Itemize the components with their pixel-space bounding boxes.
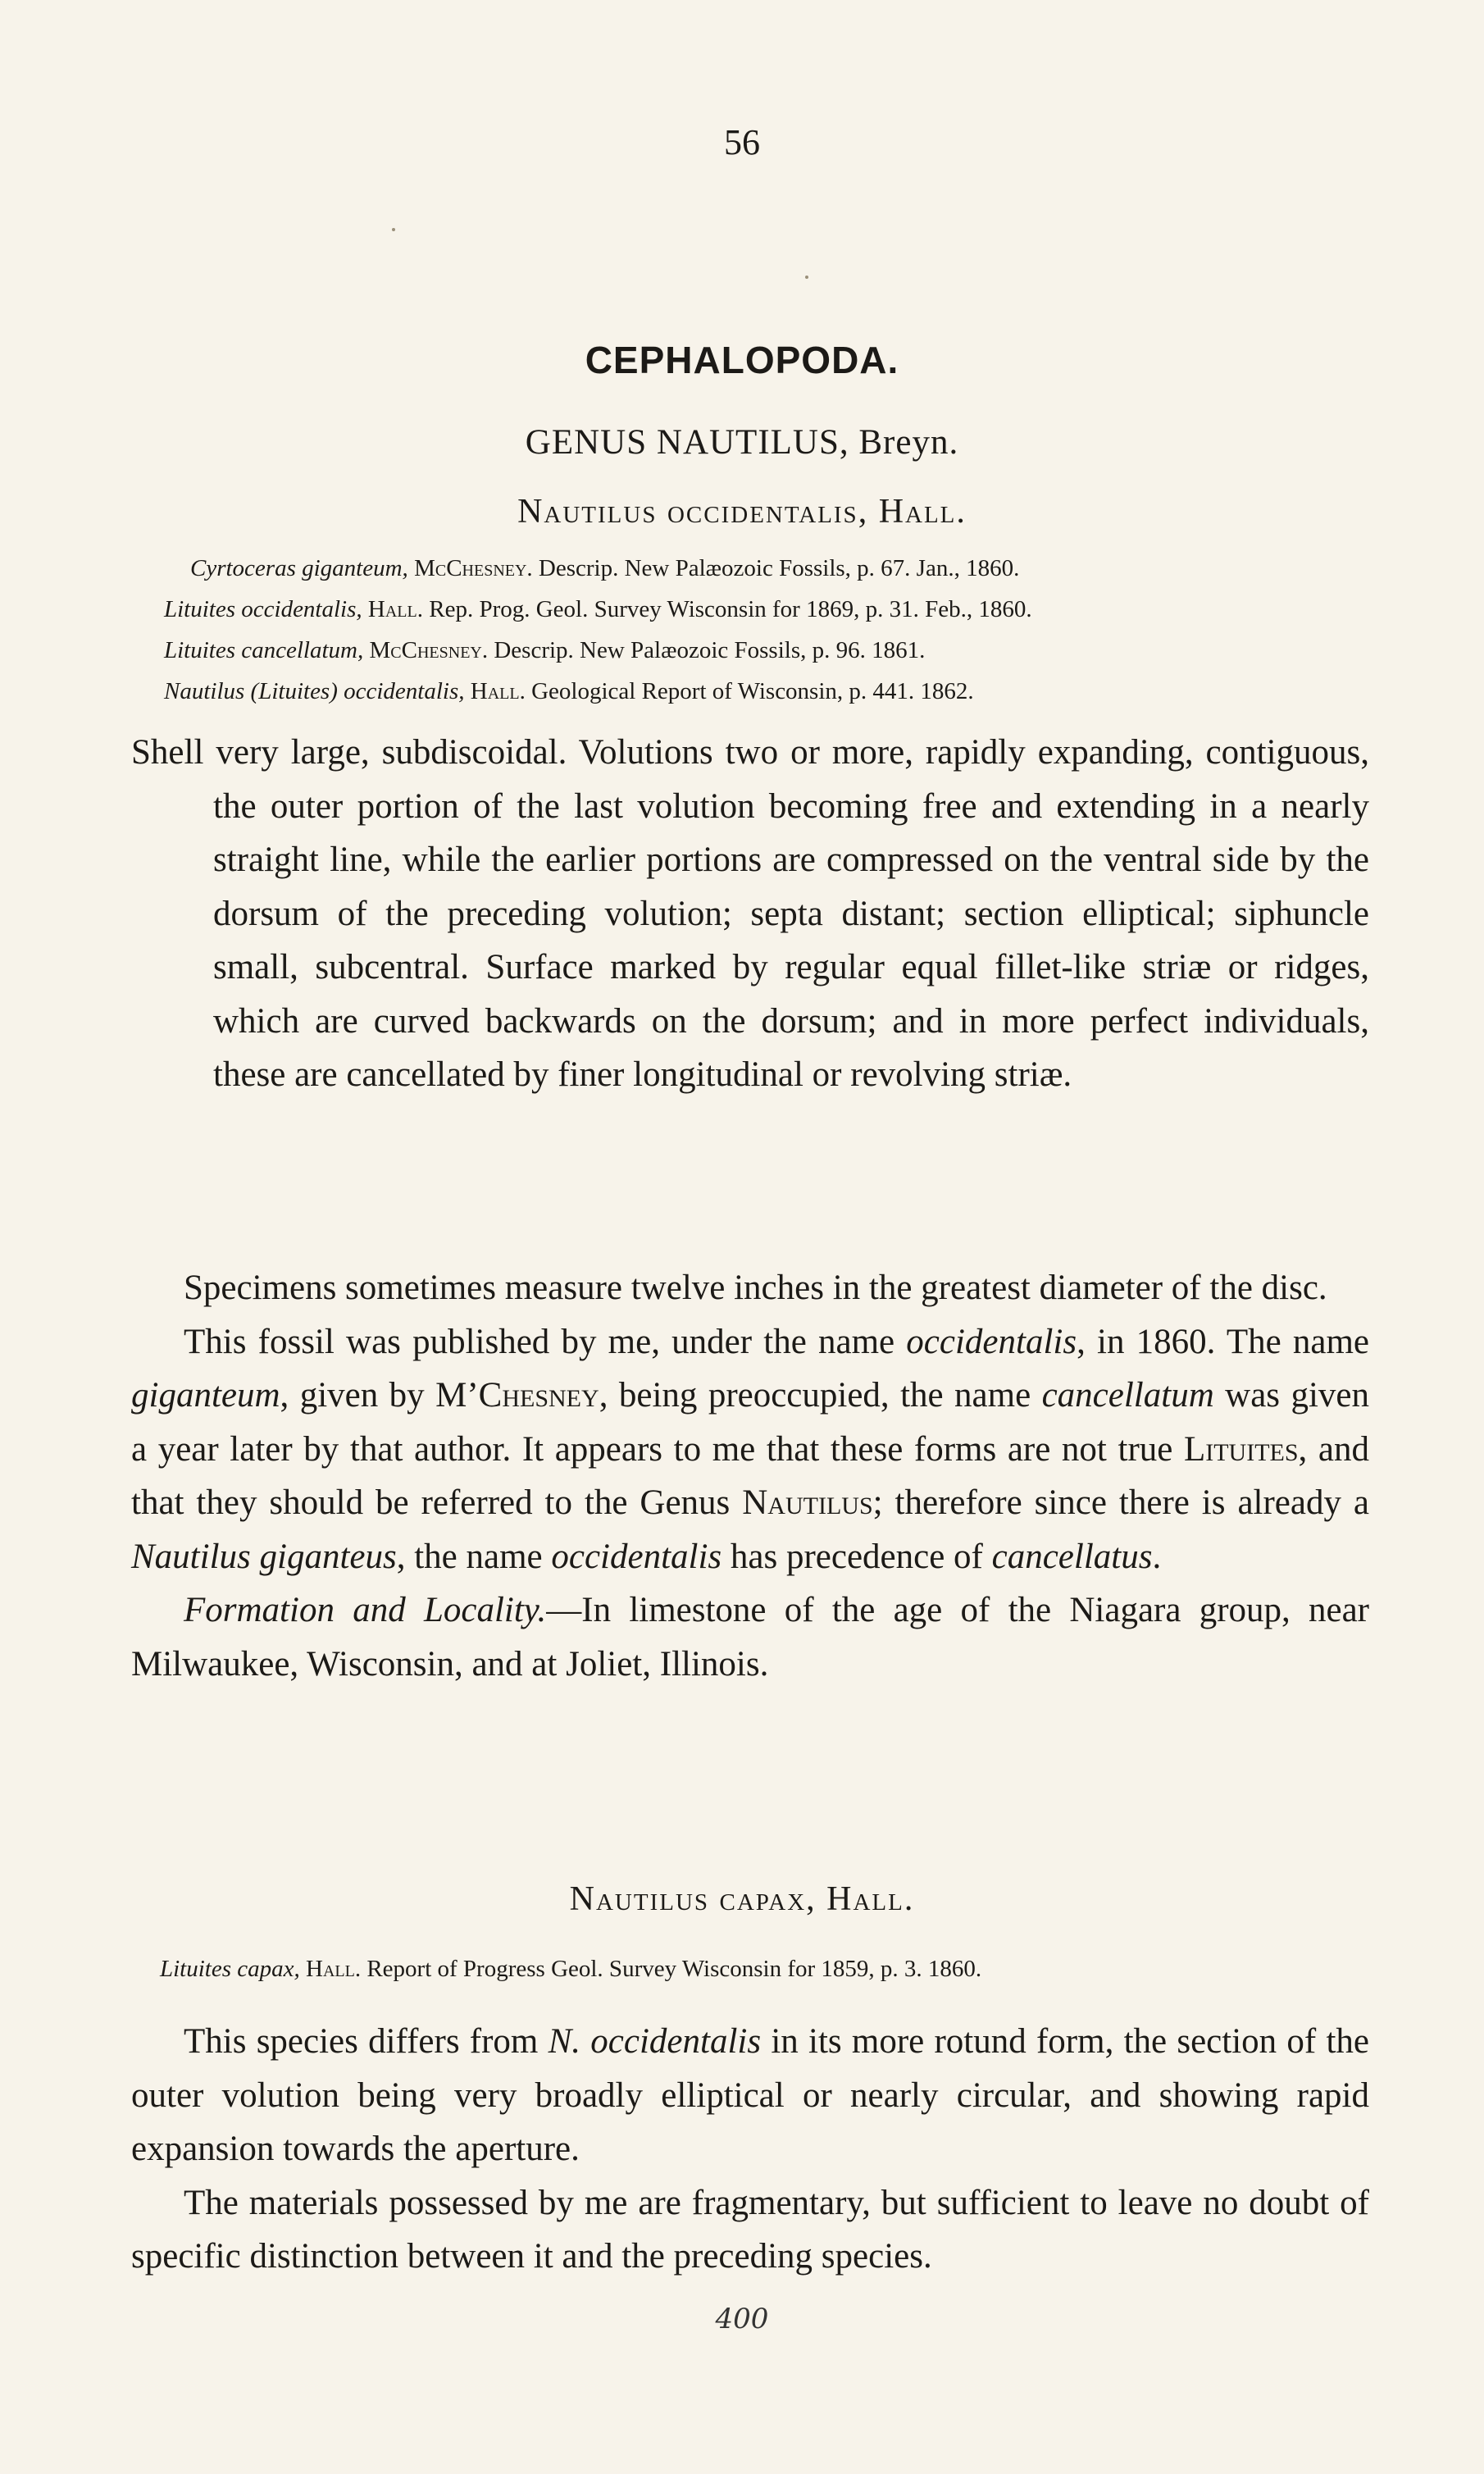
capax-paragraph-2: The materials possessed by me are fragmentary, but sufficient to leave no doubt of specific distinction between it and the preceding species. xyxy=(131,2183,1369,2276)
synonym-name: Lituites occidentalis, xyxy=(164,596,362,622)
handwritten-note: 400 xyxy=(715,2303,769,2335)
synonym-author: Hall. xyxy=(470,678,526,704)
synonym-name: Cyrtoceras giganteum, xyxy=(190,555,408,581)
synonym-author: Hall. xyxy=(306,1956,362,1982)
synonym-name: Lituites capax, xyxy=(160,1956,300,1982)
page-number: 56 xyxy=(724,122,760,162)
description-paragraph: Shell very large, subdiscoidal. Volutions two or more, rapidly expanding, contiguous, the outer portion of the last volution becoming free and extending in a nearly straight line, while the earlier portions are compressed on the ventral side by the dorsum of the preceding volution; septa distant; section elliptical; siphuncle small, subcentral. Surface marked by regular equal fillet-like striæ or ridges, which are curved backwards on the dorsum; and in more perfect individuals, these are cancellated by finer longitudinal or revolving striæ. xyxy=(131,733,1369,1094)
paper-speck xyxy=(805,276,808,279)
species-discussion xyxy=(131,1261,1369,1691)
species-description xyxy=(131,726,1369,1102)
specimens-paragraph: Specimens sometimes measure twelve inches in the greatest diameter of the disc. xyxy=(184,1269,1327,1307)
locality-label: Formation and Locality. xyxy=(184,1591,547,1629)
capax-paragraph-1: This species differs from N. occidentalis in its more rotund form, the section of the outer volution being very broadly elliptical or nearly circular, and showing rapid expansion towards the aperture. xyxy=(131,2022,1369,2168)
synonymy-list xyxy=(164,548,1394,712)
synonym-entry xyxy=(164,589,1394,630)
genus-heading: GENUS NAUTILUS, Breyn. xyxy=(525,423,959,462)
synonym-entry xyxy=(164,630,1394,671)
synonym-reference: Descrip. New Palæozoic Fossils, p. 67. Jan., 1860. xyxy=(538,555,1020,581)
synonym-author: McChesney. xyxy=(414,555,533,581)
synonym-name: Nautilus (Lituites) occidentalis, xyxy=(164,678,465,704)
species-heading-occidentalis: Nautilus occidentalis, Hall. xyxy=(517,493,967,531)
locality-paragraph xyxy=(131,1583,1369,1691)
history-paragraph: This fossil was published by me, under the name occidentalis, in 1860. The name giganteum, given by M’Chesney, being preoccupied, the name cancellatum was given a year later by that author. It appears to me that these forms are not true Lituites, and that they should be referred to the Genus Nautilus; therefore since there is already a Nautilus giganteus, the name occidentalis has precedence of cancellatus. xyxy=(131,1322,1369,1576)
locality-text: —In limestone of the age of the Niagara group, near Milwaukee, Wisconsin, and at Joliet, Illinois. xyxy=(131,1591,1369,1684)
paper-speck xyxy=(392,228,395,231)
synonym-entry xyxy=(164,548,1394,589)
synonym-author: Hall. xyxy=(367,596,423,622)
capax-discussion xyxy=(131,2015,1369,2284)
synonym-author: McChesney. xyxy=(369,637,489,663)
synonym-reference: Report of Progress Geol. Survey Wisconsin for 1859, p. 3. 1860. xyxy=(366,1956,982,1982)
synonym-reference: Geological Report of Wisconsin, p. 441. 1862. xyxy=(531,678,974,704)
synonym-reference: Descrip. New Palæozoic Fossils, p. 96. 1861. xyxy=(494,637,926,663)
synonym-name: Lituites cancellatum, xyxy=(164,637,364,663)
synonym-reference: Rep. Prog. Geol. Survey Wisconsin for 1869, p. 31. Feb., 1860. xyxy=(429,596,1032,622)
synonym-entry xyxy=(160,1956,1390,1983)
section-heading: CEPHALOPODA. xyxy=(585,339,899,381)
synonym-entry xyxy=(164,671,1394,712)
species-heading-capax: Nautilus capax, Hall. xyxy=(569,1880,915,1918)
